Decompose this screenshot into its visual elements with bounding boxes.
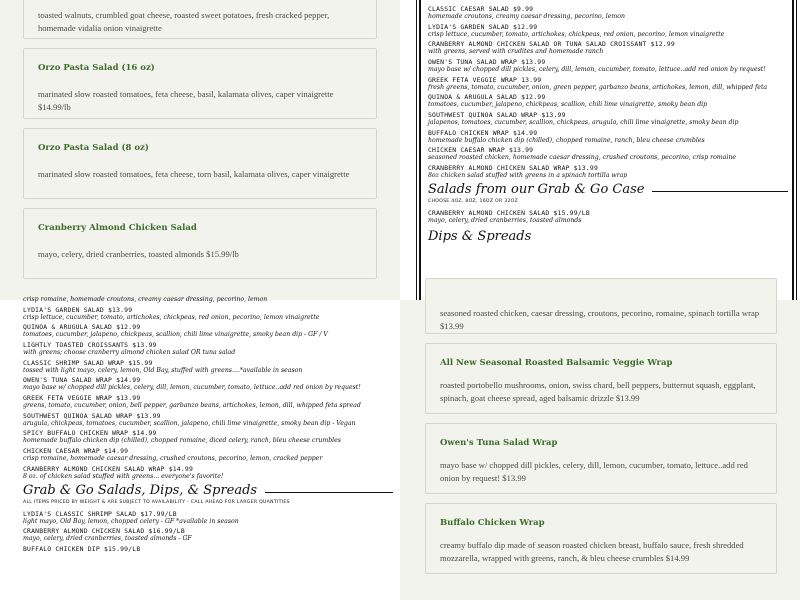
menu-item-name: CHICKEN CAESAR WRAP $13.99	[428, 146, 534, 155]
menu-card[interactable]	[23, 128, 377, 199]
printed-menu-panel-top	[400, 0, 800, 300]
menu-item-name: LYDIA'S GARDEN SALAD $13.99	[23, 305, 133, 314]
menu-item	[428, 209, 788, 225]
menu-item-name: GREEK FETA VEGGIE WRAP $13.99	[23, 393, 141, 402]
menu-item-name: SPICY BUFFALO CHICKEN WRAP $14.99	[23, 429, 157, 438]
section-note: ALL ITEMS PRICED BY WEIGHT & ARE SUBJECT TO AVAILABILITY - CALL AHEAD FOR LARGER QUANTITIES	[23, 499, 290, 505]
menu-item-desc: crisp romaine, homemade croutons, creamy caesar dressing, pecorino, lemon	[23, 296, 268, 303]
card-description: seasoned roasted chicken, caesar dressing, croutons, pecorino, romaine, spinach tortilla wrap $13.99	[440, 308, 760, 332]
section-header	[428, 182, 788, 197]
card-description: toasted walnuts, crumbled goat cheese, roasted sweet potatoes, fresh cracked pepper, homemade vidalia onion vinaigrette	[38, 10, 330, 34]
menu-item	[23, 412, 393, 428]
menu-item	[428, 5, 788, 21]
menu-card[interactable]	[23, 0, 377, 39]
menu-item	[428, 23, 788, 39]
menu-item-desc: mayo base w/ chopped dill pickles, celery, dill, lemon, cucumber, tomato, lettuce..add red onion by request!	[428, 65, 766, 73]
menu-item-desc: arugula, chickpeas, tomatoes, cucumber, scallion, jalapeno, chili lime vinaigrette, smoky bean dip - Vegan	[23, 419, 356, 427]
menu-item-name: CRANBERRY ALMOND CHICKEN SALAD OR TUNA SALAD CROISSANT $12.99	[428, 40, 675, 49]
menu-item-desc: homemade buffalo chicken dip (chilled), chopped romaine, ranch, bleu cheese crumbles	[428, 136, 705, 144]
menu-item-name: CRANBERRY ALMOND CHICKEN SALAD WRAP $13.99	[428, 163, 598, 172]
menu-item-desc: mayo, celery, dried cranberries, toasted almonds	[428, 216, 582, 224]
menu-item	[428, 146, 788, 162]
menu-card[interactable]	[425, 503, 777, 574]
menu-item	[23, 447, 393, 463]
section-note: CHOOSE 4OZ, 8OZ, 16OZ OR 32OZ	[428, 198, 519, 204]
menu-item-name: OWEN'S TUNA SALAD WRAP $14.99	[23, 376, 141, 385]
section-divider	[652, 191, 788, 192]
printed-menu-panel-bottom	[0, 296, 400, 600]
menu-item-desc: light mayo, Old Bay, lemon, chopped celery - GF *available in season	[23, 517, 239, 525]
card-title: Buffalo Chicken Wrap	[440, 518, 545, 528]
menu-item-name: LYDIA'S CLASSIC SHRIMP SALAD $17.99/LB	[23, 509, 177, 518]
card-description: marinated slow roasted tomatoes, feta cheese, torn basil, kalamata olives, caper vinaigrette	[38, 169, 350, 180]
menu-card[interactable]	[425, 423, 777, 494]
menu-item	[23, 323, 393, 339]
menu-item-name: CHICKEN CAESAR WRAP $14.99	[23, 446, 129, 455]
menu-item	[23, 359, 393, 375]
card-description: creamy buffalo dip made of season roasted chicken breast, buffalo sauce, fresh shredded mozzarella, wrapped with greens, ranch, & bleu cheese crumbles $14.99	[440, 540, 744, 564]
menu-item-desc: with greens, served with crudites and homemade ranch	[428, 48, 604, 56]
menu-card[interactable]	[23, 208, 377, 279]
menu-item	[428, 111, 788, 127]
menu-item-desc: crisp romaine, homemade caesar dressing, crushed croutons, pecorino, lemon, cracked pepper	[23, 454, 323, 462]
menu-item-desc: tossed with light mayo, celery, lemon, Old Bay, stuffed with greens....*available in season	[23, 366, 303, 374]
menu-item-name: BUFFALO CHICKEN DIP $15.99/LB	[23, 544, 141, 553]
card-title: Orzo Pasta Salad (16 oz)	[38, 63, 155, 73]
menu-item-desc: crisp lettuce, cucumber, tomato, artichokes, chickpeas, red onion, pecorino, lemon vinaigrette	[428, 30, 725, 38]
menu-item-name: SOUTHWEST QUINOA SALAD WRAP $13.99	[23, 411, 161, 420]
menu-item-desc: with greens; choose cranberry almond chicken salad OR tuna salad	[23, 348, 236, 356]
card-description: roasted portobello mushrooms, onion, swiss chard, bell peppers, butternut squash, eggplant, spinach, goat cheese spread, aged balsamic drizzle $13.99	[440, 380, 756, 404]
menu-item	[23, 296, 393, 304]
menu-item	[428, 164, 788, 180]
menu-item	[23, 306, 393, 322]
menu-card[interactable]	[425, 343, 777, 414]
menu-item-name: CRANBERRY ALMOND CHICKEN SALAD $16.99/LB	[23, 527, 185, 536]
menu-item	[23, 465, 393, 481]
menu-item-name: QUINOA & ARUGULA SALAD $12.99	[428, 93, 546, 102]
menu-item	[428, 40, 788, 56]
card-description: mayo, celery, dried cranberries, toasted almonds $15.99/lb	[38, 249, 239, 260]
card-list	[23, 0, 377, 288]
section-title: Grab & Go Salads, Dips, & Spreads	[23, 482, 258, 498]
menu-item	[23, 341, 393, 357]
menu-item	[428, 58, 788, 74]
menu-item	[23, 429, 393, 445]
menu-item-desc: homemade buffalo chicken dip (chilled), chopped romaine, diced celery, ranch, bleu cheese crumbles	[23, 437, 341, 445]
menu-item	[23, 510, 393, 526]
menu-item	[428, 76, 788, 92]
salad-cards-panel-top	[0, 0, 400, 300]
menu-item-name: CRANBERRY ALMOND CHICKEN SALAD WRAP $14.99	[23, 464, 193, 473]
menu-item-desc: mayo base w/ chopped dill pickles, celery, dill, lemon, cucumber, tomato, lettuce..add red onion by request!	[23, 384, 361, 392]
menu-item-desc: homemade croutons, creamy caesar dressing, pecorino, lemon	[428, 13, 625, 20]
menu-item-desc: 8 oz. of chicken salad stuffed with greens... everyone's favorite!	[23, 472, 224, 480]
menu-item-desc: tomatoes, cucumber, jalapeno, chickpeas, scallion, chili lime vinaigrette, smoky bean dip - GF / V	[23, 331, 328, 339]
menu-item-desc: jalapenos, tomatoes, cucumber, scallion, chickpeas, arugula, chili lime vinaigrette, smoky bean dip	[428, 118, 739, 126]
menu-card[interactable]	[425, 278, 777, 334]
card-title: Owen's Tuna Salad Wrap	[440, 438, 558, 448]
menu-item-name: BUFFALO CHICKEN WRAP $14.99	[428, 128, 538, 137]
section-divider	[265, 492, 393, 493]
menu-item-name: LYDIA'S GARDEN SALAD $12.99	[428, 22, 538, 31]
salad-cards-panel-bottom	[400, 300, 800, 600]
menu-item-name: CRANBERRY ALMOND CHICKEN SALAD $15.99/LB	[428, 208, 590, 217]
menu-item-desc: crisp lettuce, cucumber, tomato, artichokes, chickpeas, red onion, pecorino, lemon vinaigrette	[23, 313, 320, 321]
menu-item	[428, 93, 788, 109]
menu-item-name: QUINOA & ARUGULA SALAD $12.99	[23, 323, 141, 332]
menu-item-name: GREEK FETA VEGGIE WRAP 13.99	[428, 75, 542, 84]
card-description: marinated slow roasted tomatoes, feta cheese, basil, kalamata olives, caper vinaigrette $14.99/lb	[38, 89, 334, 113]
menu-column	[428, 5, 788, 244]
menu-item-name: CLASSIC SHRIMP SALAD WRAP $15.99	[23, 358, 153, 367]
card-list	[425, 278, 777, 583]
menu-card[interactable]	[23, 48, 377, 119]
menu-item-desc: fresh greens, tomato, cucumber, onion, green pepper, garbanzo beans, artichokes, lemon, dill, whipped feta	[428, 83, 768, 91]
section-title: Dips & Spreads	[428, 229, 532, 245]
menu-item	[428, 129, 788, 145]
menu-item-name: OWEN'S TUNA SALAD WRAP $13.99	[428, 57, 546, 66]
menu-item	[23, 545, 393, 553]
card-title: All New Seasonal Roasted Balsamic Veggie Wrap	[440, 358, 673, 368]
menu-item-name: LIGHTLY TOASTED CROISSANTS $13.99	[23, 340, 157, 349]
card-title: Orzo Pasta Salad (8 oz)	[38, 143, 149, 153]
menu-item-desc: 8oz chicken salad stuffed with greens in a spinach tortilla wrap	[428, 171, 628, 179]
menu-item-desc: seasoned roasted chicken, homemade caesar dressing, crushed croutons, pecorino, crisp romaine	[428, 154, 736, 162]
menu-item-desc: tomatoes, cucumber, jalapeno, chickpeas, scallion, chili lime vinaigrette, smoky bean dip	[428, 101, 708, 109]
menu-item-desc: mayo, celery, dried cranberries, toasted almonds - GF	[23, 535, 192, 543]
menu-item	[23, 527, 393, 543]
menu-item-name: SOUTHWEST QUINOA SALAD WRAP $13.99	[428, 110, 566, 119]
menu-item-desc: greens, tomato, cucumber, onion, bell pepper, garbanzo beans, artichokes, lemon, dill, whipped feta spread	[23, 401, 361, 409]
menu-item-name: CLASSIC CAESAR SALAD $9.99	[428, 5, 534, 13]
section-title: Salads from our Grab & Go Case	[428, 181, 645, 197]
menu-item	[23, 376, 393, 392]
menu-item	[23, 394, 393, 410]
card-title: Cranberry Almond Chicken Salad	[38, 223, 197, 233]
card-description: mayo base w/ chopped dill pickles, celery, dill, lemon, cucumber, tomato, lettuce..add red onion by request! $13.99	[440, 460, 748, 484]
menu-column	[23, 296, 393, 555]
section-header	[23, 483, 393, 498]
